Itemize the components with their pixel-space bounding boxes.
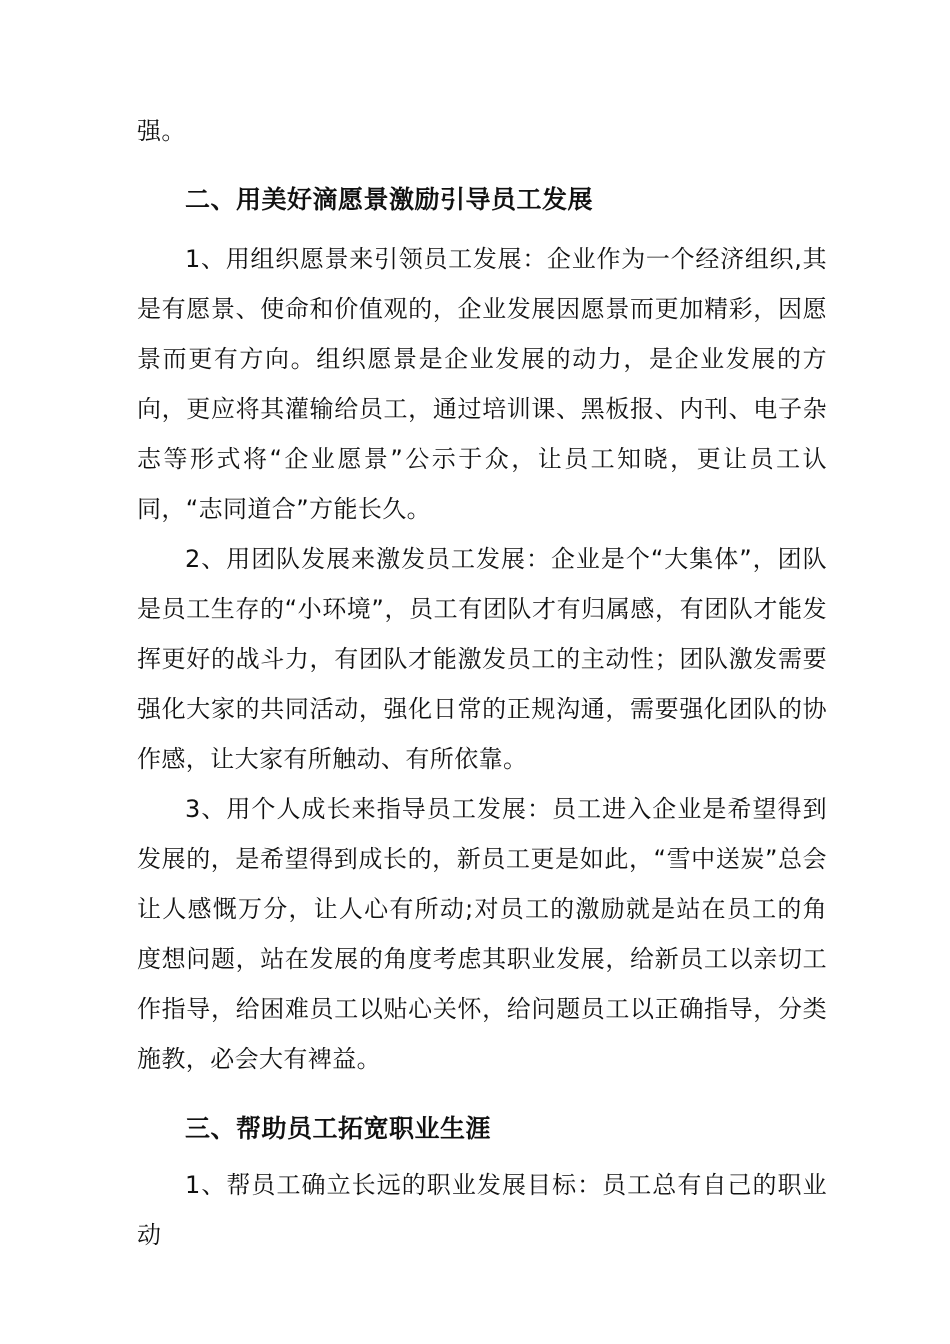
- section-heading-2: 二、用美好滴愿景激励引导员工发展: [185, 185, 594, 214]
- paragraph-team-development: 2、用团队发展来激发员工发展：企业是个“大集体”，团队是员工生存的“小环境”，员工有团队才有归属感，有团队才能发挥更好的战斗力，有团队才能激发员工的主动性；团队激发需要强化大家的共同活动，强化日常的正规沟通，需要强化团队的协作感，让大家有所触动、有所依靠。: [137, 545, 827, 773]
- paragraph-personal-growth: 3、用个人成长来指导员工发展：员工进入企业是希望得到发展的，是希望得到成长的，新员工更是如此，“雪中送炭”总会让人感慨万分，让人心有所动;对员工的激励就是站在员工的角度想问题，站在发展的角度考虑其职业发展，给新员工以亲切工作指导，给困难员工以贴心关怀，给问题员工以正确指导，分类施教，必会大有裨益。: [137, 795, 827, 1073]
- section-2-body: [137, 234, 827, 1084]
- continued-text-fragment: 强。: [137, 117, 186, 145]
- section-heading-3: 三、帮助员工拓宽职业生涯: [185, 1114, 492, 1143]
- paragraph-org-vision: 1、用组织愿景来引领员工发展：企业作为一个经济组织,其是有愿景、使命和价值观的，企业发展因愿景而更加精彩，因愿景而更有方向。组织愿景是企业发展的动力，是企业发展的方向，更应将其灌输给员工，通过培训课、黑板报、内刊、电子杂志等形式将“企业愿景”公示于众，让员工知晓，更让员工认同，“志同道合”方能长久。: [137, 245, 827, 523]
- paragraph-career-goal: 1、帮员工确立长远的职业发展目标：员工总有自己的职业动: [137, 1171, 827, 1249]
- section-3-body: [137, 1160, 827, 1260]
